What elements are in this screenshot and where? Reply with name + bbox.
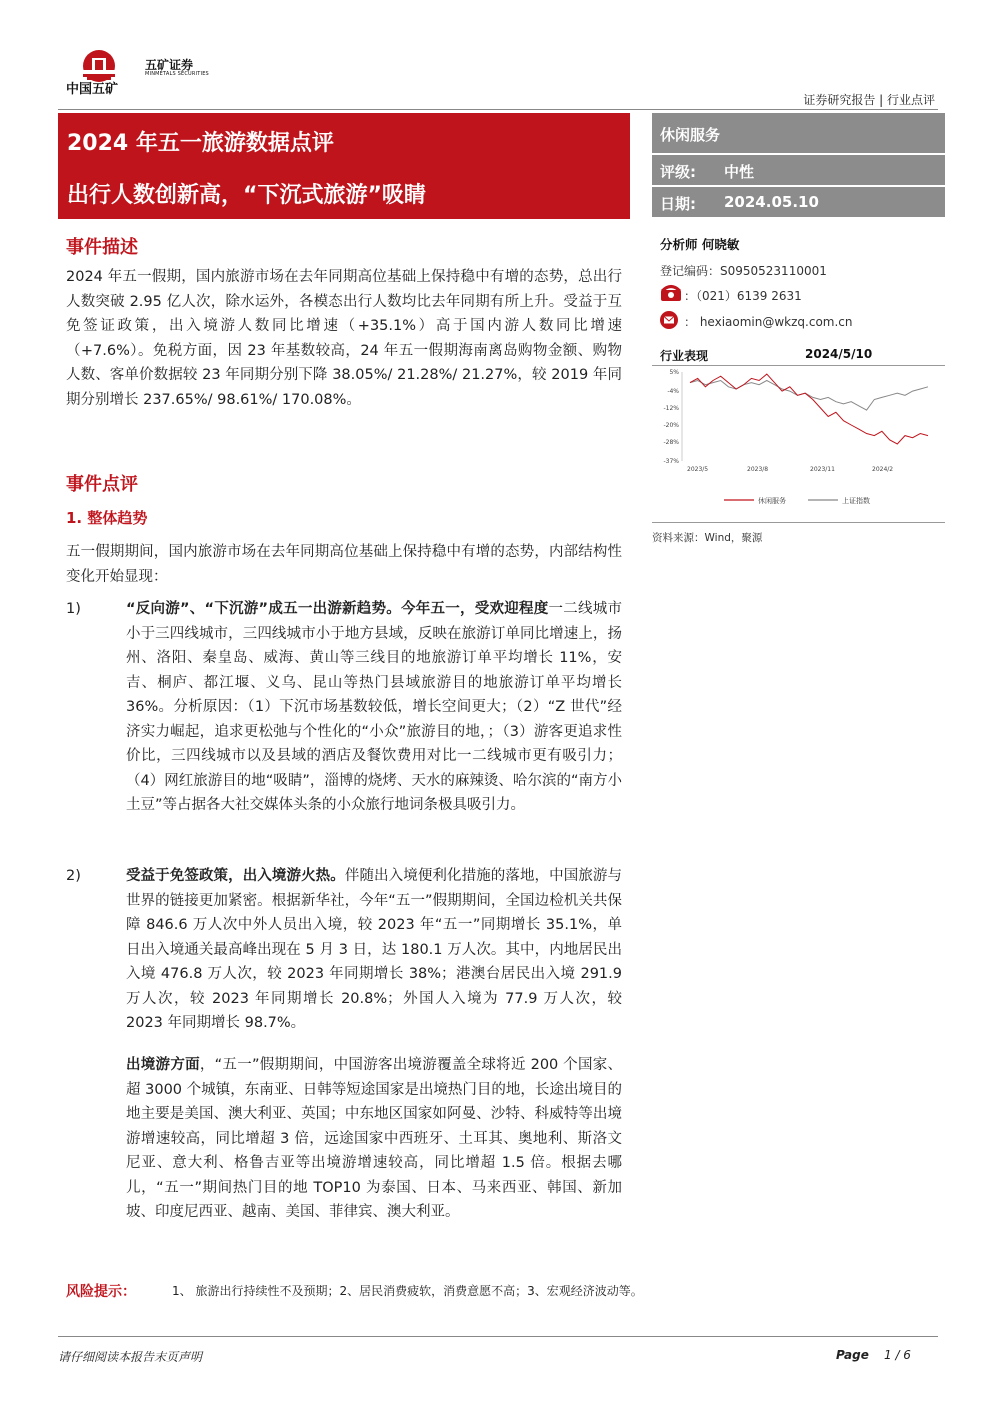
item1-text-block: [126, 597, 622, 818]
analyst-reg: 登记编码：S0950523110001: [660, 264, 827, 278]
risk-text: 1、 旅游出行持续性不及预期；2、居民消费疲软，消费意愿不高；3、宏观经济波动等。: [172, 1284, 643, 1298]
analyst-phone: ：（021）6139 2631: [684, 289, 802, 303]
event-desc-text: 2024 年五一假期，国内旅游市场在去年同期高位基础上保持稳中有增的态势，总出行人数突破 2.95 亿人次，除水运外，各模态出行人数均比去年同期有所上升。受益于互免签证政策，出入境游人数同比增速（+35.1%）高于国内游人数同比增速（+7.6%）。免税方面，因 23 年基数较高，24 年五一假期海南离岛购物金额、购物人数、客单价数据较 23 年同期分别下降 38.05%/ 21.28%/ 21.27%，较 2019 年同期分别增长 237.65%/ 98.61%/ 170.08%。: [66, 269, 622, 408]
item1-number: 1): [66, 601, 81, 617]
footer-disclaimer: 请仔细阅读本报告末页声明: [58, 1350, 203, 1364]
item1-heading: “反向游”、“下沉游”成五一出游新趋势。今年五一，受欢迎程度: [126, 601, 549, 617]
section-event-desc-title: 事件描述: [66, 237, 138, 258]
y-tick-label: -37%: [663, 458, 679, 465]
chart-source: 资料来源：Wind，聚源: [652, 532, 763, 544]
item2-heading: 受益于免签政策，出入境游火热。: [126, 868, 345, 884]
industry-label: 休闲服务: [660, 126, 721, 144]
brand-sub: 五矿证券: [145, 58, 194, 72]
y-tick-label: -4%: [667, 388, 679, 396]
item1-body: 一二线城市小于三四线城市，三四线城市小于地方县域，反映在旅游订单同比增速上，扬州、洛阳、秦皇岛、威海、黄山等三线目的地旅游订单平均增长 11%，安吉、桐庐、都江堰、义乌、昆山等热门县域旅游目的地旅游订单平均增长 36%。分析原因：（1）下沉市场基数较低，增长空间更大；（2）“Z 世代”经济实力崛起，追求更松弛与个性化的“小众”旅游目的地，；（3）游客更追求性价比，三四线城市以及县域的酒店及餐饮费用对比一二线城市更有吸引力；（4）网红旅游目的地“吸睛”，淄博的烧烤、天水的麻辣烫、哈尔滨的“南方小土豆”等占据各大社交媒体头条的小众旅行地词条极具吸引力。: [126, 601, 623, 813]
footer-page-label: Page: [836, 1348, 869, 1362]
footer-divider: [58, 1336, 938, 1337]
x-tick-label: 2023/8: [747, 466, 769, 473]
risk-label: 风险提示：: [66, 1284, 136, 1300]
y-tick-label: -12%: [663, 405, 679, 413]
rating-value: 中性: [724, 163, 755, 181]
page-title: 2024 年五一旅游数据点评: [67, 131, 334, 156]
y-tick-label: -28%: [663, 438, 679, 446]
legend-label: 上证指数: [842, 497, 870, 505]
analyst-email: ： hexiaomin@wkzq.com.cn: [684, 315, 853, 329]
x-tick-label: 2023/11: [810, 466, 835, 473]
industry-performance-chart: [652, 366, 945, 521]
phone-icon: [660, 284, 682, 302]
y-tick-label: 5%: [669, 369, 679, 376]
report-type: 证券研究报告 | 行业点评: [803, 93, 935, 107]
brand-cn: 中国五矿: [66, 82, 119, 97]
item2-number: 2): [66, 868, 81, 884]
item3-body: ，“五一”假期期间，中国游客出境游覆盖全球将近 200 个国家、超 3000 个城镇，东南亚、日韩等短途国家是出境热门目的地，长途出境目的地主要是美国、澳大利亚、英国；中东地区国家如阿曼、沙特、科威特等出境游增速较高，同比增超 3 倍，远途国家中西班牙、土耳其、奥地利、斯洛文尼亚、意大利、格鲁吉亚等出境游增速较高，同比增超 1.5 倍。根据去哪儿，“五一”期间热门目的地 TOP10 为泰国、日本、马来西亚、韩国、新加坡、印度尼西亚、越南、美国、菲律宾、澳大利亚。: [126, 1057, 622, 1220]
perf-chart-date: 2024/5/10: [805, 347, 873, 361]
item3-text-block: [126, 1053, 622, 1225]
x-tick-label: 2024/2: [872, 466, 894, 473]
email-icon: [660, 311, 678, 329]
footer-page-number: 1 / 6: [884, 1348, 911, 1362]
y-tick-label: -20%: [663, 421, 679, 429]
legend-label: 休闲服务: [758, 497, 786, 505]
section-event-review-title: 事件点评: [66, 474, 138, 495]
industry-box: [652, 113, 945, 153]
rating-box: [652, 155, 945, 185]
analyst-name: 分析师 何晓敏: [660, 237, 740, 252]
date-value: 2024.05.10: [724, 193, 819, 211]
perf-chart-title: 行业表现: [660, 349, 709, 363]
x-tick-label: 2023/5: [687, 466, 709, 473]
chart-bottom-divider: [652, 522, 945, 523]
item3-heading: 出境游方面: [126, 1057, 200, 1073]
subsection-overall-trend: 1. 整体趋势: [66, 509, 148, 527]
date-box: [652, 187, 945, 217]
page-subtitle: 出行人数创新高，“下沉式旅游”吸睛: [67, 183, 426, 208]
brand-en: MINMETALS SECURITIES: [145, 71, 209, 77]
date-label: 日期:: [660, 195, 696, 213]
item2-text-block: [126, 864, 622, 1036]
review-intro: 五一假期期间，国内旅游市场在去年同期高位基础上保持稳中有增的态势，内部结构性变化开始显现：: [66, 544, 622, 585]
item2-body: 伴随出入境便利化措施的落地，中国旅游与世界的链接更加紧密。根据新华社，今年“五一”假期期间，全国边检机关共保障 846.6 万人次中外人员出入境，较 2023 年“五一”同期增长 35.1%，单日出入境通关最高峰出现在 5 月 3 日，达 180.1 万人次。其中，内地居民出入境 476.8 万人次，较 2023 年同期增长 38%；港澳台居民出入境 291.9 万人次，较 2023 年同期增长 20.8%；外国人入境为 77.9 万人次，较 2023 年同期增长 98.7%。: [126, 868, 623, 1031]
series-line-index: [690, 381, 928, 411]
rating-label: 评级:: [660, 163, 696, 181]
header-divider: [58, 109, 938, 110]
